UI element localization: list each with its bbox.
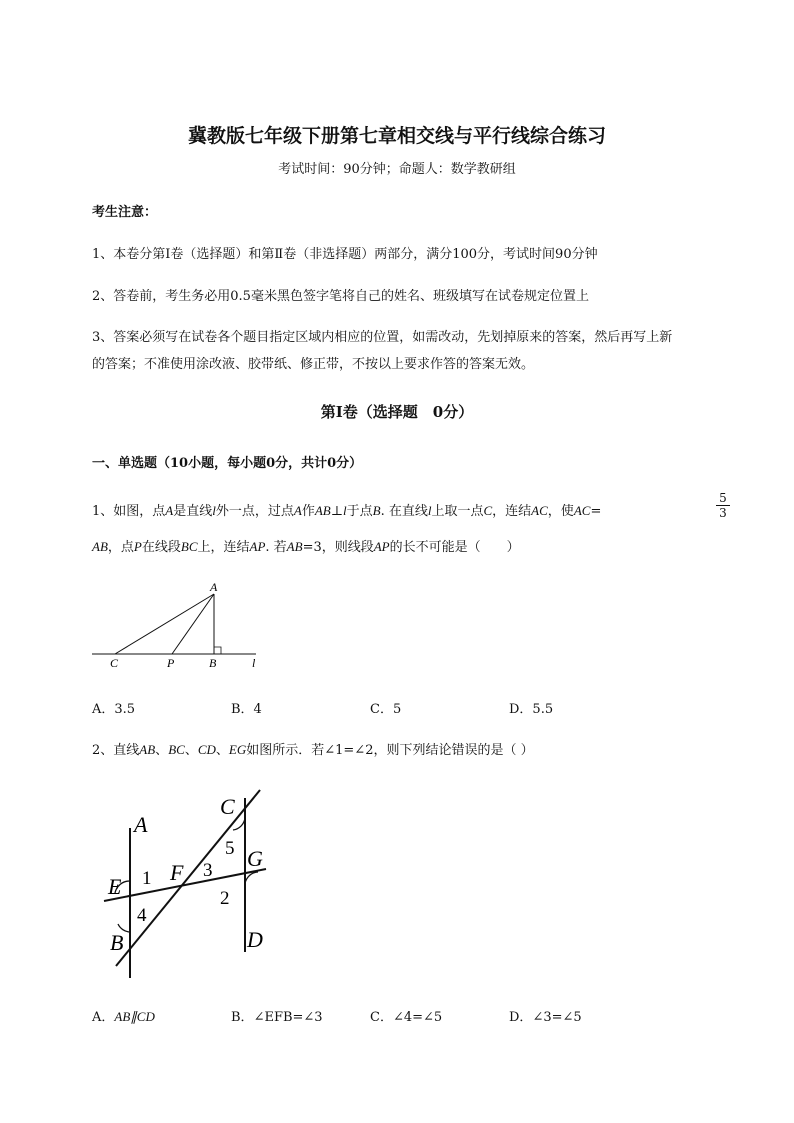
q2-option-a[interactable]: A．AB∥CD xyxy=(92,1009,155,1025)
angle-1-label: 1 xyxy=(142,868,152,889)
section-title: 第Ⅰ卷（选择题 0分） xyxy=(320,403,474,421)
label-c: C xyxy=(220,794,235,819)
angle-2-arc xyxy=(245,872,258,888)
angle-3-label: 3 xyxy=(203,860,213,881)
notice-item-1: 1、本卷分第Ⅰ卷（选择题）和第Ⅱ卷（非选择题）两部分，满分100分，考试时间90分钟 xyxy=(92,247,598,262)
q1-fraction: $\frac{5}{3}$ xyxy=(716,491,730,520)
line-eg xyxy=(104,869,266,901)
segment-ap xyxy=(172,594,214,654)
label-a: A xyxy=(134,812,148,837)
page-title: 冀教版七年级下册第七章相交线与平行线综合练习 xyxy=(187,125,606,147)
notice-item-2: 2、答卷前，考生务必用0.5毫米黑色签字笔将自己的姓名、班级填写在试卷规定位置上 xyxy=(92,289,589,304)
label-e: E xyxy=(108,874,122,899)
q1-option-d[interactable]: D．5.5 xyxy=(509,702,554,717)
q1-stem-line1: 1、如图，点A是直线l外一点，过点A作AB⊥l于点B. 在直线l上取一点C，连结AC，使AC= xyxy=(92,503,602,519)
q1-stem-line2: AB，点P在线段BC上，连结AP. 若AB=3，则线段AP的长不可能是（ ） xyxy=(92,539,520,555)
notice-item-3: 3、答案必须写在试卷各个题目指定区域内相应的位置，如需改动，先划掉原来的答案，然后再写上新 xyxy=(92,330,673,345)
angle-5-label: 5 xyxy=(225,838,235,859)
q1-option-c[interactable]: C．5 xyxy=(370,702,402,717)
label-b: B xyxy=(209,656,217,670)
q2-option-b[interactable]: B．∠EFB=∠3 xyxy=(231,1010,323,1025)
segment-ac xyxy=(115,594,214,654)
label-b: B xyxy=(110,930,124,955)
label-l: l xyxy=(252,656,256,670)
angle-4-label: 4 xyxy=(137,905,147,926)
q1-option-b[interactable]: B．4 xyxy=(231,702,262,717)
notice-heading: 考生注意： xyxy=(92,205,158,220)
right-angle-mark xyxy=(214,647,221,654)
q2-option-c[interactable]: C．∠4=∠5 xyxy=(370,1010,443,1025)
q1-option-a[interactable]: A．3.5 xyxy=(92,702,136,717)
label-c: C xyxy=(110,656,119,670)
q2-option-d[interactable]: D．∠3=∠5 xyxy=(509,1010,582,1025)
angle-2-label: 2 xyxy=(220,888,230,909)
notice-item-3-cont: 的答案；不准使用涂改液、胶带纸、修正带，不按以上要求作答的答案无效。 xyxy=(92,357,535,372)
label-g: G xyxy=(247,846,263,871)
q2-figure xyxy=(90,780,290,980)
q1-figure xyxy=(90,578,260,670)
part-heading: 一、单选题（10小题，每小题0分，共计0分） xyxy=(92,456,363,471)
label-f: F xyxy=(170,860,184,885)
exam-info: 考试时间：90分钟；命题人：数学教研组 xyxy=(278,162,516,177)
label-a: A xyxy=(210,580,218,594)
label-p: P xyxy=(167,656,175,670)
q2-stem: 2、直线AB、BC、CD、EG如图所示．若∠1=∠2，则下列结论错误的是（ ） xyxy=(92,742,534,758)
label-d: D xyxy=(247,927,263,952)
